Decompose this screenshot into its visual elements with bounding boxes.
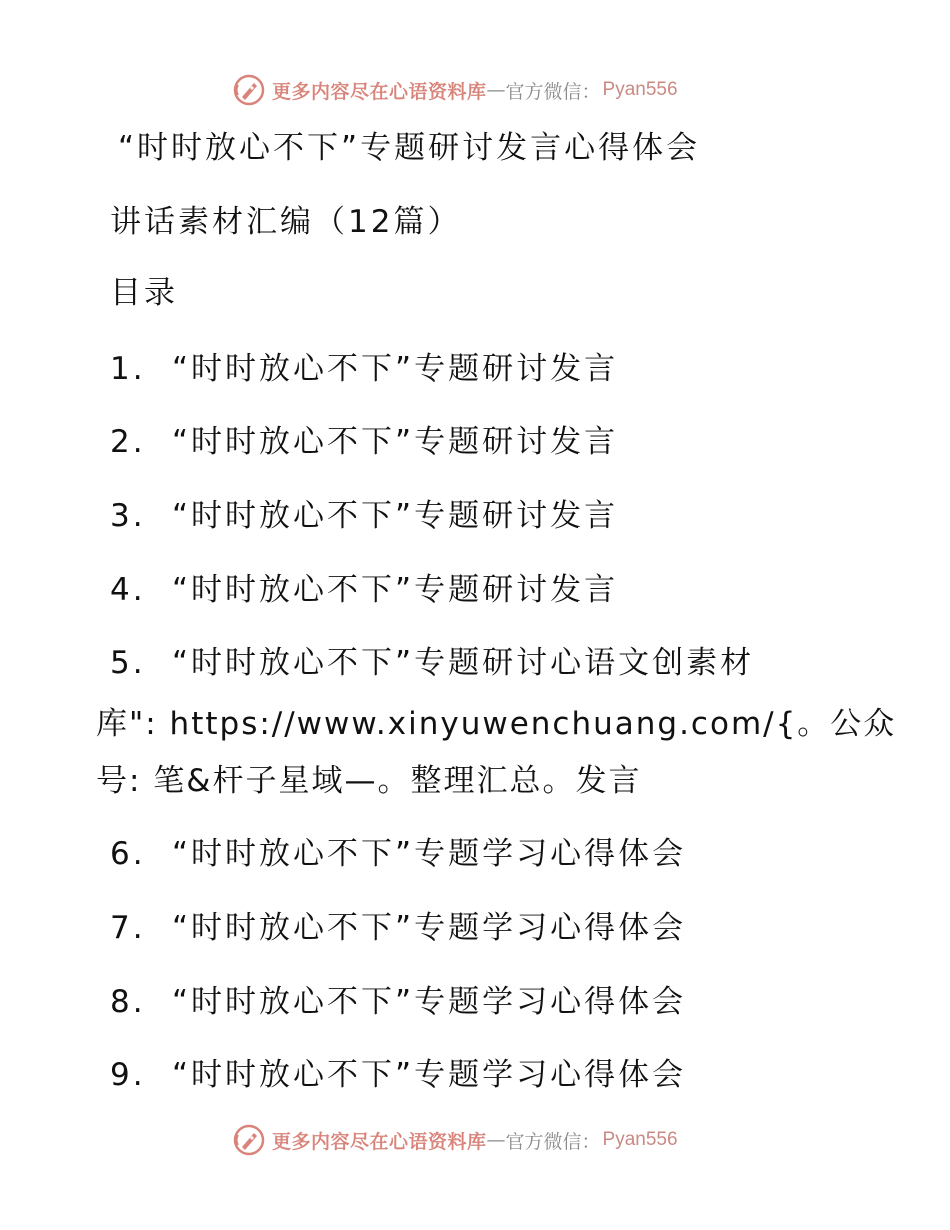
toc-item-text: “时时放心不下”专题研讨发言: [172, 498, 619, 534]
toc-item-number: 8.: [110, 984, 146, 1020]
banner-wechat-id: Pyan556: [602, 1129, 678, 1150]
toc-item-text: “时时放心不下”专题学习心得体会: [172, 836, 687, 872]
toc-item: [110, 834, 686, 874]
toc-item-number: 2.: [110, 424, 146, 460]
toc-item: [110, 422, 618, 462]
banner-brand-text: 更多内容尽在心语资料库: [272, 1130, 487, 1153]
banner-contact-label: 官方微信：: [505, 80, 601, 103]
toc-item-text: “时时放心不下”专题学习心得体会: [172, 984, 687, 1020]
toc-item-number: 7.: [110, 910, 146, 946]
banner-dash: —: [486, 79, 506, 101]
banner-dash: —: [486, 1129, 506, 1151]
toc-item-text: “时时放心不下”专题研讨发言: [172, 351, 619, 387]
banner-contact-label: 官方微信：: [505, 1130, 601, 1153]
toc-item-text: “时时放心不下”专题研讨心语文创素材: [172, 645, 755, 681]
toc-item: [110, 908, 686, 948]
toc-item-number: 1.: [110, 351, 146, 387]
toc-item-number: 3.: [110, 498, 146, 534]
toc-item: [110, 349, 618, 389]
header-watermark-banner: [232, 72, 678, 108]
toc-item-text: “时时放心不下”专题研讨发言: [172, 424, 619, 460]
toc-heading: 目录: [110, 275, 178, 311]
toc-item-text: “时时放心不下”专题学习心得体会: [172, 910, 687, 946]
banner-brand-text: 更多内容尽在心语资料库: [272, 80, 487, 103]
toc-item-number: 9.: [110, 1057, 146, 1093]
pen-nib-logo-icon: [232, 1123, 266, 1157]
toc-item: [110, 1055, 686, 1095]
toc-item: [110, 570, 618, 610]
toc-item-text: “时时放心不下”专题研讨发言: [172, 572, 619, 608]
toc-item-continuation: 库": https://www.xinyuwenchuang.com/{。公众: [96, 706, 897, 742]
toc-item: [110, 643, 754, 683]
toc-item-text: “时时放心不下”专题学习心得体会: [172, 1057, 687, 1093]
toc-item: [110, 496, 618, 536]
toc-item-number: 6.: [110, 836, 146, 872]
document-subtitle: 讲话素材汇编（12篇）: [110, 204, 462, 240]
toc-item-continuation: 号: 笔&杆子星域—。整理汇总。发言: [96, 763, 642, 799]
footer-watermark-banner: [232, 1122, 678, 1158]
toc-item-number: 4.: [110, 572, 146, 608]
toc-item-number: 5.: [110, 645, 146, 681]
toc-item: [110, 982, 686, 1022]
banner-wechat-id: Pyan556: [602, 79, 678, 100]
document-title: “时时放心不下”专题研讨发言心得体会: [118, 130, 701, 166]
pen-nib-logo-icon: [232, 73, 266, 107]
